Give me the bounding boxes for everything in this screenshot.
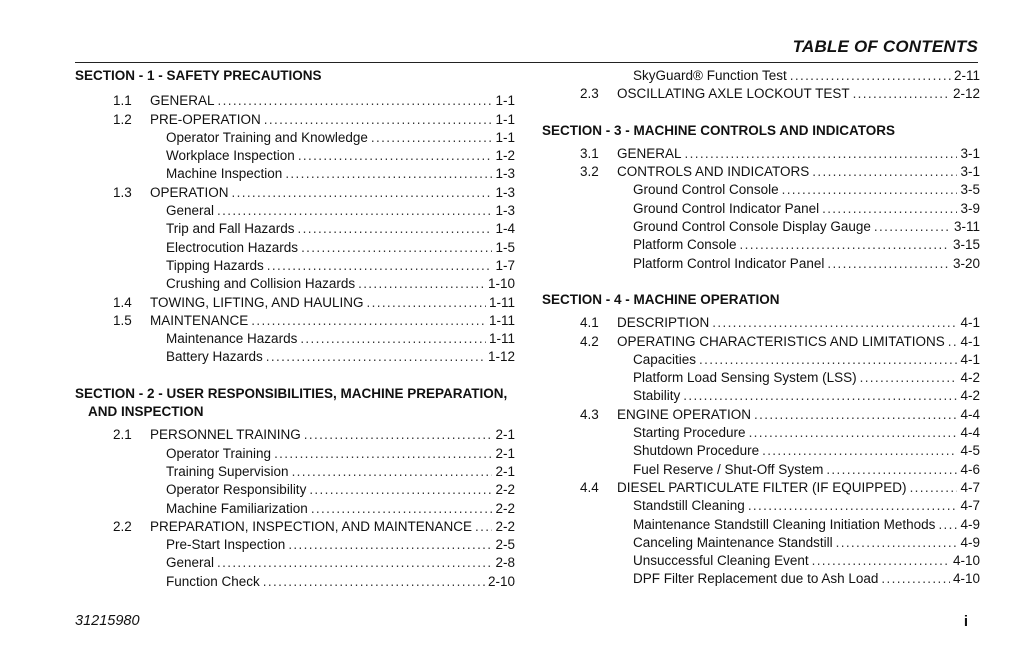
- toc-entry-page: 4-10: [952, 553, 980, 569]
- toc-dot-leader: [217, 554, 492, 572]
- toc-entry[interactable]: [542, 85, 980, 103]
- toc-entry-number: 1.3: [113, 184, 132, 200]
- toc-dot-leader: [699, 351, 957, 369]
- toc-entry-title: Operator Responsibility: [166, 482, 307, 498]
- toc-title: TABLE OF CONTENTS: [792, 37, 978, 56]
- toc-dot-leader: [300, 330, 486, 348]
- toc-entry-page: 2-2: [495, 518, 515, 534]
- toc-entry[interactable]: [542, 369, 980, 387]
- toc-entry-page: 2-8: [495, 555, 515, 571]
- toc-dot-leader: [812, 163, 957, 181]
- toc-entry-page: 4-6: [960, 461, 980, 477]
- toc-dot-leader: [266, 348, 485, 366]
- toc-entry-title: Operator Training: [166, 445, 272, 461]
- toc-entry[interactable]: [75, 202, 515, 220]
- toc-entry-page: 1-11: [488, 331, 515, 347]
- toc-entry[interactable]: [542, 255, 980, 273]
- toc-dot-leader: [881, 570, 950, 588]
- toc-entry[interactable]: [75, 312, 515, 330]
- toc-dot-leader: [309, 481, 492, 499]
- toc-entry-title: Ground Control Indicator Panel: [633, 200, 820, 216]
- toc-entry-title: Maintenance Standstill Cleaning Initiation Methods: [633, 516, 936, 532]
- section-4-heading[interactable]: SECTION - 4 - MACHINE OPERATION: [542, 291, 780, 307]
- toc-entry-title: Trip and Fall Hazards: [166, 221, 295, 237]
- toc-entry[interactable]: [542, 236, 980, 254]
- toc-dot-leader: [948, 333, 958, 351]
- toc-entry[interactable]: [75, 554, 515, 572]
- toc-entry-page: 1-12: [487, 349, 515, 365]
- toc-entry[interactable]: [542, 461, 980, 479]
- toc-entry-number: 4.2: [580, 333, 599, 349]
- toc-entry[interactable]: [75, 184, 515, 202]
- toc-dot-leader: [298, 220, 493, 238]
- toc-entry-title: Unsuccessful Cleaning Event: [633, 553, 809, 569]
- toc-dot-leader: [762, 442, 957, 460]
- toc-dot-leader: [298, 147, 493, 165]
- toc-dot-leader: [740, 236, 950, 254]
- toc-entry-title: OSCILLATING AXLE LOCKOUT TEST: [617, 86, 850, 102]
- toc-dot-leader: [304, 426, 493, 444]
- toc-entry-page: 1-4: [495, 221, 515, 237]
- toc-entry[interactable]: [75, 536, 515, 554]
- toc-entry[interactable]: [542, 516, 980, 534]
- toc-entry-page: 4-4: [960, 406, 980, 422]
- toc-entry-title: Capacities: [633, 351, 697, 367]
- toc-entry-title: OPERATION: [150, 184, 229, 200]
- toc-entry-page: 4-2: [960, 388, 980, 404]
- toc-dot-leader: [217, 202, 492, 220]
- toc-entry-page: 1-7: [495, 257, 515, 273]
- toc-dot-leader: [292, 463, 493, 481]
- toc-entry-page: 1-3: [495, 184, 515, 200]
- toc-dot-leader: [263, 573, 485, 591]
- page-number: i: [963, 613, 968, 630]
- toc-entry-title: PERSONNEL TRAINING: [150, 427, 301, 443]
- toc-entry[interactable]: [75, 220, 515, 238]
- toc-entry-page: 4-1: [960, 351, 980, 367]
- toc-dot-leader: [712, 314, 957, 332]
- toc-entry-title: Stability: [633, 388, 681, 404]
- toc-dot-leader: [251, 312, 486, 330]
- toc-entry[interactable]: [542, 424, 980, 442]
- toc-right-column: [542, 67, 980, 589]
- toc-entry-page: 2-5: [495, 537, 515, 553]
- toc-dot-leader: [748, 497, 958, 515]
- toc-entry-title: DESCRIPTION: [617, 315, 710, 331]
- toc-dot-leader: [836, 534, 958, 552]
- toc-entry-title: General: [166, 555, 215, 571]
- toc-entry[interactable]: [75, 445, 515, 463]
- toc-entry-title: Function Check: [166, 573, 260, 589]
- section-2-entries: [75, 426, 515, 591]
- toc-dot-leader: [285, 165, 492, 183]
- toc-entry-page: 1-5: [495, 239, 515, 255]
- toc-dot-leader: [311, 500, 493, 518]
- toc-entry-title: Electrocution Hazards: [166, 239, 299, 255]
- toc-entry-title: MAINTENANCE: [150, 312, 249, 328]
- toc-entry[interactable]: [542, 314, 980, 332]
- toc-entry-page: 2-11: [953, 68, 980, 83]
- toc-entry[interactable]: [75, 348, 515, 366]
- toc-entry-title: Training Supervision: [166, 463, 289, 479]
- toc-dot-leader: [475, 518, 492, 536]
- toc-entry-title: Ground Control Console Display Gauge: [633, 219, 871, 235]
- toc-entry-number: 1.4: [113, 294, 132, 310]
- toc-entry[interactable]: [542, 552, 980, 570]
- toc-entry-page: 3-20: [952, 255, 980, 271]
- toc-dot-leader: [264, 111, 493, 129]
- toc-entry[interactable]: [542, 333, 980, 351]
- toc-entry-page: 4-10: [952, 571, 980, 587]
- toc-dot-leader: [782, 181, 958, 199]
- toc-entry-title: GENERAL: [150, 93, 215, 109]
- section-2-continued-entries: [542, 67, 980, 104]
- toc-entry[interactable]: [75, 500, 515, 518]
- toc-entry-number: 1.2: [113, 111, 132, 127]
- toc-entry[interactable]: [75, 481, 515, 499]
- toc-entry[interactable]: [542, 497, 980, 515]
- toc-entry-title: Machine Inspection: [166, 166, 283, 182]
- toc-entry[interactable]: [542, 145, 980, 163]
- toc-entry[interactable]: [542, 200, 980, 218]
- toc-dot-leader: [685, 145, 958, 163]
- toc-entry-title: Pre-Start Inspection: [166, 537, 286, 553]
- toc-entry-title: TOWING, LIFTING, AND HAULING: [150, 294, 364, 310]
- toc-entry-page: 2-12: [952, 86, 980, 102]
- section-2-heading-line2: AND INSPECTION: [88, 404, 204, 420]
- toc-dot-leader: [826, 461, 957, 479]
- toc-entry-page: 2-1: [495, 427, 515, 443]
- toc-entry-number: 4.4: [580, 479, 599, 495]
- toc-dot-leader: [874, 218, 951, 236]
- toc-entry-page: 3-5: [960, 182, 980, 198]
- toc-entry-page: 1-11: [488, 312, 515, 328]
- toc-entry-page: 1-3: [495, 166, 515, 182]
- section-2-heading-line1: SECTION - 2 - USER RESPONSIBILITIES, MACHINE PREPARATION,: [75, 385, 508, 401]
- toc-entry[interactable]: [75, 330, 515, 348]
- toc-entry[interactable]: [542, 181, 980, 199]
- toc-entry[interactable]: [542, 442, 980, 460]
- header-rule: [75, 62, 978, 63]
- toc-entry-page: 3-15: [952, 237, 980, 253]
- toc-entry-title: CONTROLS AND INDICATORS: [617, 164, 810, 180]
- toc-entry[interactable]: [75, 92, 515, 110]
- toc-entry-title: Platform Load Sensing System (LSS): [633, 370, 857, 386]
- toc-entry[interactable]: [542, 387, 980, 405]
- toc-dot-leader: [267, 257, 493, 275]
- toc-entry-page: 3-1: [960, 145, 980, 161]
- toc-entry[interactable]: [542, 479, 980, 497]
- toc-entry-page: 1-1: [495, 129, 515, 145]
- toc-entry-page: 4-9: [960, 516, 980, 532]
- toc-entry-title: Platform Console: [633, 237, 737, 253]
- toc-entry-title: Maintenance Hazards: [166, 331, 298, 347]
- toc-entry-title: Battery Hazards: [166, 349, 263, 365]
- toc-entry-page: 1-1: [495, 93, 515, 109]
- toc-dot-leader: [812, 552, 950, 570]
- toc-entry-title: SkyGuard® Function Test: [633, 68, 787, 83]
- toc-dot-leader: [910, 479, 958, 497]
- toc-dot-leader: [853, 85, 950, 103]
- toc-dot-leader: [371, 129, 493, 147]
- section-2-heading[interactable]: [75, 385, 515, 422]
- toc-entry-page: 2-2: [495, 482, 515, 498]
- toc-dot-leader: [358, 275, 485, 293]
- toc-dot-leader: [288, 536, 492, 554]
- toc-entry-page: 1-3: [495, 203, 515, 219]
- toc-entry-page: 2-2: [495, 500, 515, 516]
- toc-entry-title: DPF Filter Replacement due to Ash Load: [633, 571, 879, 587]
- toc-entry-page: 1-2: [495, 148, 515, 164]
- toc-entry-title: Shutdown Procedure: [633, 443, 760, 459]
- toc-dot-leader: [274, 445, 492, 463]
- toc-entry-title: Operator Training and Knowledge: [166, 129, 368, 145]
- toc-entry-page: 4-1: [960, 315, 980, 331]
- toc-entry-page: 1-10: [487, 276, 515, 292]
- toc-entry-page: 3-11: [953, 219, 980, 235]
- toc-entry-number: 4.1: [580, 315, 599, 331]
- toc-dot-leader: [301, 239, 492, 257]
- toc-entry-page: 4-4: [960, 425, 980, 441]
- toc-entry[interactable]: [75, 573, 515, 591]
- section-1-heading[interactable]: SECTION - 1 - SAFETY PRECAUTIONS: [75, 68, 322, 83]
- toc-dot-leader: [683, 387, 957, 405]
- toc-entry-number: 1.1: [113, 93, 132, 109]
- toc-entry-number: 2.1: [113, 427, 132, 443]
- toc-entry-title: OPERATING CHARACTERISTICS AND LIMITATIONS: [617, 333, 945, 349]
- toc-dot-leader: [232, 184, 493, 202]
- toc-entry-page: 4-2: [960, 370, 980, 386]
- toc-entry-title: PREPARATION, INSPECTION, AND MAINTENANCE: [150, 518, 473, 534]
- toc-entry-title: Tipping Hazards: [166, 257, 264, 273]
- toc-entry-page: 4-5: [960, 443, 980, 459]
- toc-entry-page: 2-10: [487, 573, 515, 589]
- toc-entry-page: 2-1: [495, 445, 515, 461]
- toc-entry-page: 4-9: [960, 534, 980, 550]
- toc-entry-title: Machine Familiarization: [166, 500, 308, 516]
- toc-entry[interactable]: [75, 147, 515, 165]
- toc-entry-number: 3.2: [580, 164, 599, 180]
- toc-entry-number: 2.2: [113, 518, 132, 534]
- toc-entry-title: ENGINE OPERATION: [617, 406, 752, 422]
- section-3-entries: [542, 145, 980, 273]
- toc-entry-title: PRE-OPERATION: [150, 111, 261, 127]
- toc-entry-title: Platform Control Indicator Panel: [633, 255, 825, 271]
- toc-dot-leader: [938, 516, 957, 534]
- toc-dot-leader: [827, 255, 950, 273]
- toc-dot-leader: [754, 406, 957, 424]
- toc-entry-title: Standstill Cleaning: [633, 498, 745, 514]
- toc-entry-page: 2-1: [495, 463, 515, 479]
- toc-entry-title: Starting Procedure: [633, 425, 746, 441]
- toc-entry[interactable]: [75, 426, 515, 444]
- toc-entry-page: 4-1: [960, 333, 980, 349]
- toc-entry[interactable]: [542, 534, 980, 552]
- toc-entry-title: Crushing and Collision Hazards: [166, 276, 356, 292]
- toc-entry[interactable]: [75, 129, 515, 147]
- toc-entry-number: 1.5: [113, 312, 132, 328]
- toc-entry-title: General: [166, 203, 215, 219]
- toc-entry-number: 2.3: [580, 86, 599, 102]
- toc-entry-number: 3.1: [580, 145, 599, 161]
- toc-entry[interactable]: [542, 351, 980, 369]
- toc-entry-title: Workplace Inspection: [166, 148, 295, 164]
- toc-entry-page: 4-7: [960, 479, 980, 495]
- toc-entry-page: 4-7: [960, 498, 980, 514]
- toc-entry[interactable]: [542, 570, 980, 588]
- toc-entry[interactable]: [75, 294, 515, 312]
- toc-entry-page: 3-9: [960, 200, 980, 216]
- toc-dot-leader: [860, 369, 958, 387]
- toc-entry[interactable]: [75, 518, 515, 536]
- toc-entry[interactable]: [542, 163, 980, 181]
- toc-entry-title: Fuel Reserve / Shut-Off System: [633, 461, 824, 477]
- toc-entry[interactable]: [75, 463, 515, 481]
- toc-entry-page: 3-1: [960, 164, 980, 180]
- section-3-heading[interactable]: SECTION - 3 - MACHINE CONTROLS AND INDICATORS: [542, 122, 896, 138]
- toc-entry[interactable]: [75, 257, 515, 275]
- toc-entry-page: 1-11: [488, 294, 515, 310]
- toc-entry[interactable]: [75, 275, 515, 293]
- toc-entry-title: DIESEL PARTICULATE FILTER (IF EQUIPPED): [617, 479, 907, 495]
- toc-dot-leader: [218, 92, 493, 110]
- toc-entry[interactable]: [542, 218, 980, 236]
- toc-entry-title: Ground Control Console: [633, 182, 779, 198]
- toc-entry-title: GENERAL: [617, 145, 682, 161]
- toc-entry-title: Canceling Maintenance Standstill: [633, 534, 833, 550]
- toc-dot-leader: [790, 67, 951, 85]
- toc-left-column: [75, 67, 515, 591]
- toc-entry-number: 4.3: [580, 406, 599, 422]
- toc-entry[interactable]: [542, 67, 980, 85]
- section-1-entries: [75, 92, 515, 366]
- toc-entry[interactable]: [542, 406, 980, 424]
- toc-dot-leader: [749, 424, 958, 442]
- toc-entry[interactable]: [75, 111, 515, 129]
- toc-entry-page: 1-1: [495, 111, 515, 127]
- toc-dot-leader: [367, 294, 486, 312]
- toc-entry[interactable]: [75, 165, 515, 183]
- toc-entry[interactable]: [75, 239, 515, 257]
- toc-dot-leader: [822, 200, 957, 218]
- section-4-entries: [542, 314, 980, 588]
- document-number: 31215980: [75, 613, 140, 629]
